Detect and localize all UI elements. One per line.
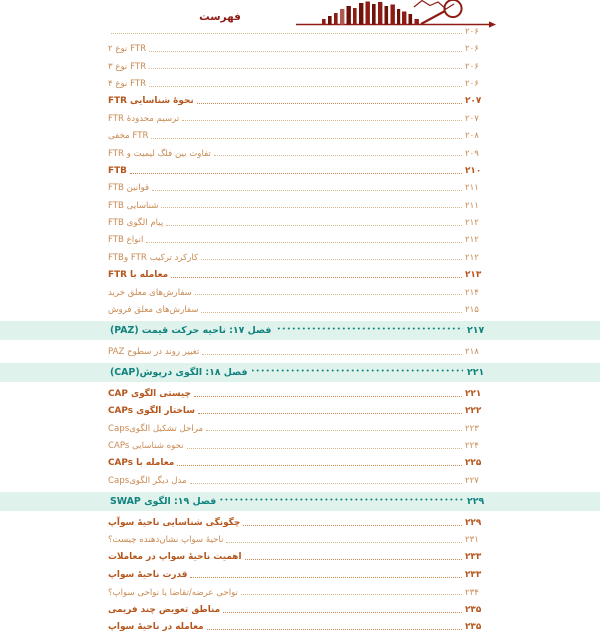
toc-entry-label: نحوه شناسایی CAPs: [108, 441, 184, 452]
toc-page-number: ۲۰۸: [465, 131, 479, 142]
toc-entry-row[interactable]: [0, 419, 600, 436]
toc-page-number: ۲۳۳: [465, 552, 482, 563]
toc-leader-dots: [243, 524, 462, 526]
toc-leader-dots: [190, 482, 462, 484]
toc-chapter-row[interactable]: [0, 363, 600, 382]
toc-leader-dots: [149, 67, 462, 69]
toc-entry-label: مدل دیگر الگویCaps: [108, 475, 187, 486]
toc-leader-dots: [194, 395, 462, 397]
toc-page-number: ۲۱۴: [465, 287, 479, 298]
toc-entry-row[interactable]: [0, 548, 600, 565]
toc-entry-label: تغییر روند در سطوح PAZ: [108, 347, 200, 358]
toc-page-number: ۲۱۱: [465, 183, 479, 194]
toc-leader-dots: [190, 576, 462, 578]
toc-page-number: ۲۰۷: [465, 96, 482, 107]
toc-entry-label: ترسیم محدودهٔ FTR: [108, 113, 180, 124]
toc-entry-label: FTR نوع ۲: [108, 44, 147, 55]
toc-entry-label: نواحی عرضه/تقاضا یا نواحی سواپ؟: [108, 587, 238, 598]
toc-page-number: ۲۲۵: [465, 458, 482, 469]
toc-entry-row[interactable]: [0, 384, 600, 401]
toc-leader-dots: [201, 311, 462, 313]
toc-entry-row[interactable]: [0, 109, 600, 126]
toc-entry-row[interactable]: [0, 513, 600, 530]
toc-entry-row[interactable]: [0, 248, 600, 265]
toc-page-number: ۲۱۱: [465, 200, 479, 211]
toc-page-number: ۲۳۳: [465, 569, 482, 580]
toc-page-number: ۲۲۹: [467, 495, 485, 507]
toc-leader-dots: [214, 154, 462, 156]
toc-entry-row[interactable]: [0, 342, 600, 359]
toc-page-number: ۲۰۹: [465, 148, 479, 159]
toc-leader-dots: [152, 189, 462, 191]
toc-entry-label: چیستی الگوی CAP: [108, 388, 191, 399]
toc-entry-row[interactable]: [0, 92, 600, 109]
toc-entry-row[interactable]: [0, 436, 600, 453]
toc-leader-dots: [198, 412, 462, 414]
toc-entry-row[interactable]: [0, 600, 600, 617]
toc-leader-dots: [161, 206, 462, 208]
toc-entry-label: مناطق تعویض چند فریمی: [108, 604, 221, 615]
toc-page-number: ۲۰۷: [465, 113, 479, 124]
toc-entry-label: FTB: [108, 165, 127, 176]
toc-chapter-row[interactable]: [0, 492, 600, 511]
toc-entry-row[interactable]: [0, 283, 600, 300]
toc-entry-label: معامله در ناحیهٔ سواپ: [108, 621, 204, 632]
toc-leader-dots: [226, 541, 462, 543]
toc-page-number: ۲۲۱: [465, 388, 482, 399]
toc-entry-label: اهمیت ناحیهٔ سواپ در معاملات: [108, 552, 242, 563]
toc-entry-row[interactable]: [0, 583, 600, 600]
toc-entry-row[interactable]: [0, 213, 600, 230]
toc-leader-dots: [223, 611, 462, 613]
toc-entry-row[interactable]: [0, 196, 600, 213]
toc-page-number: ۲۰۶: [465, 44, 479, 55]
toc-leader-dots: [206, 429, 462, 431]
toc-entry-label: پیام الگوی FTB: [108, 218, 164, 229]
toc-leader-dots: [130, 172, 462, 174]
toc-entry-label: FTR مخفی: [108, 131, 149, 142]
toc-page-number: ۲۳۵: [465, 604, 482, 615]
toc-leader-dots: [187, 447, 462, 449]
toc-leader-dots: [275, 326, 463, 335]
page-title: فهرست: [199, 11, 241, 23]
toc-page-number: ۲۱۸: [465, 347, 479, 358]
toc-entry-label: مراحل تشکیل الگویCaps: [108, 423, 204, 434]
toc-leader-dots: [149, 50, 462, 52]
toc-page-number: ۲۰۶: [465, 61, 479, 72]
toc-page-number: ۲۳۴: [465, 587, 479, 598]
toc-page-number: ۲۱۳: [465, 269, 482, 280]
toc-page-number: ۲۲۷: [465, 475, 479, 486]
toc-page-number: ۲۲۲: [465, 406, 482, 417]
toc-page-number: ۲۱۲: [465, 218, 479, 229]
toc-entry-label: فصل ۱۹: الگوی SWAP: [110, 495, 217, 507]
toc-leader-dots: [171, 276, 462, 278]
toc-entry-label: نحوهٔ شناسایی FTR: [108, 96, 194, 107]
toc-leader-dots: [201, 258, 462, 260]
toc-leader-dots: [166, 224, 462, 226]
toc-leader-dots: [207, 628, 462, 630]
toc-page-number: ۲۲۹: [465, 517, 482, 528]
toc-entry-row[interactable]: [0, 471, 600, 488]
toc-entry-row[interactable]: [0, 265, 600, 282]
toc-entry-label: FTR نوع ۳: [108, 61, 147, 72]
toc-page-number: ۲۱۲: [465, 252, 479, 263]
toc-entry-row[interactable]: [0, 74, 600, 91]
toc-leader-dots: [252, 368, 463, 377]
toc-page-number: ۲۰۶: [465, 26, 479, 37]
toc-entry-row[interactable]: [0, 618, 600, 635]
toc-entry-label: فصل ۱۷: ناحیه حرکت قیمت (PAZ): [110, 324, 272, 336]
toc-entry-label: شناسایی FTB: [108, 200, 159, 211]
toc-leader-dots: [146, 241, 462, 243]
toc-entry-label: سفارش‌های معلق فروش: [108, 305, 199, 316]
toc-page-number: ۲۳۵: [465, 621, 482, 632]
toc-page-number: ۲۱۰: [465, 165, 482, 176]
toc-leader-dots: [241, 593, 462, 595]
toc-entry-row[interactable]: [0, 454, 600, 471]
toc-entry-row[interactable]: [0, 179, 600, 196]
toc-entry-label: قوانین FTB: [108, 183, 150, 194]
toc-leader-dots: [182, 119, 462, 121]
toc-entry-row[interactable]: [0, 161, 600, 178]
toc-entry-row[interactable]: [0, 231, 600, 248]
toc-entry-label: فصل ۱۸: الگوی درپوش(CAP): [110, 366, 248, 378]
toc-page-number: ۲۳۱: [465, 535, 479, 546]
toc-entry-label: معامله با FTR: [108, 269, 169, 280]
toc-entry-label: چگونگی شناسایی ناحیهٔ سوآپ: [108, 517, 241, 528]
toc-leader-dots: [245, 558, 463, 560]
toc-entry-label: FTR نوع ۴: [108, 78, 147, 89]
toc-leader-dots: [220, 497, 463, 506]
table-of-contents-list: [0, 22, 600, 635]
toc-page-number: ۲۱۲: [465, 235, 479, 246]
toc-page-number: ۲۲۱: [467, 366, 485, 378]
toc-page-number: ۲۱۷: [467, 324, 485, 336]
toc-page-number: ۲۰۶: [465, 78, 479, 89]
toc-leader-dots: [195, 293, 462, 295]
toc-entry-row[interactable]: [0, 565, 600, 582]
toc-entry-label: قدرت ناحیهٔ سواپ: [108, 569, 188, 580]
toc-entry-row[interactable]: [0, 57, 600, 74]
toc-entry-row[interactable]: [0, 126, 600, 143]
toc-page-number: ۲۲۳: [465, 423, 479, 434]
toc-entry-label: کارکرد ترکیب FTR وFTB: [108, 252, 199, 263]
toc-entry-label: تفاوت بین فلگ لیمیت و FTR: [108, 148, 211, 159]
toc-entry-row[interactable]: [0, 144, 600, 161]
toc-page-number: ۲۲۴: [465, 441, 479, 452]
toc-chapter-row[interactable]: [0, 321, 600, 340]
toc-entry-label: ساختار الگوی CAPs: [108, 406, 195, 417]
toc-leader-dots: [111, 32, 462, 34]
toc-entry-label: ناحیهٔ سواپ نشان‌دهنده چیست؟: [108, 535, 224, 546]
toc-entry-label: معامله با CAPs: [108, 458, 175, 469]
toc-entry-row[interactable]: [0, 22, 600, 39]
toc-entry-row[interactable]: [0, 402, 600, 419]
toc-leader-dots: [151, 137, 462, 139]
toc-page-number: ۲۱۵: [465, 305, 479, 316]
toc-entry-label: انواع FTB: [108, 235, 144, 246]
toc-entry-row[interactable]: [0, 39, 600, 56]
toc-entry-row[interactable]: [0, 300, 600, 317]
toc-leader-dots: [202, 353, 462, 355]
toc-leader-dots: [149, 85, 462, 87]
toc-entry-row[interactable]: [0, 531, 600, 548]
toc-entry-label: سفارش‌های معلق خرید: [108, 287, 192, 298]
toc-leader-dots: [177, 464, 462, 466]
toc-leader-dots: [197, 102, 462, 104]
